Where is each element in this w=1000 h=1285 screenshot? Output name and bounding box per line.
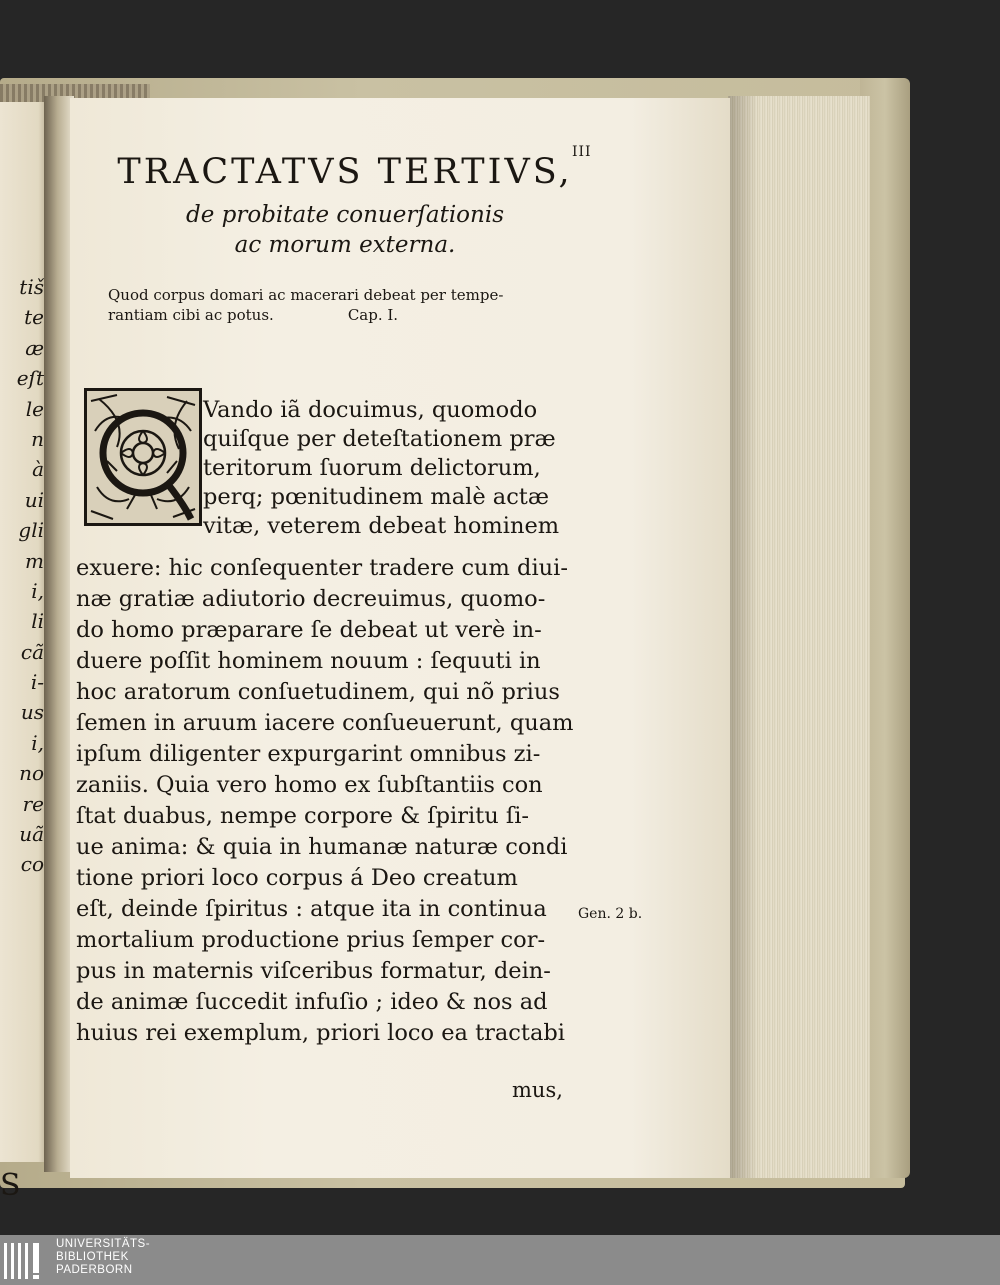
left-fragment: m	[25, 548, 44, 573]
left-fragment: cã	[20, 639, 44, 664]
heading-line: Quod corpus domari ac macerari debeat per tempe-	[108, 286, 504, 304]
subtitle-line: ac morum externa.	[234, 232, 456, 258]
left-fragment: li	[31, 609, 44, 634]
left-fragment: us	[20, 700, 44, 725]
left-fragment: æ	[25, 335, 44, 360]
library-name-line: BIBLIOTHEK	[56, 1251, 129, 1263]
left-fragment: i,	[31, 730, 44, 755]
page-title: TRACTATVS TERTIVS,	[117, 152, 573, 192]
left-fragment: eſt	[16, 366, 44, 391]
page-edges-shadow	[728, 96, 758, 1178]
text-line: ſtat duabus, nempe corpore & ſpiritu ſi-	[76, 803, 529, 829]
chapter-heading	[108, 285, 598, 325]
library-name-line: PADERBORN	[56, 1264, 133, 1276]
library-name-line: UNIVERSITÄTS-	[56, 1238, 151, 1250]
left-fragment: à	[32, 457, 44, 482]
subtitle-line: de probitate conuerſationis	[185, 202, 504, 228]
left-page-signature: S	[0, 1168, 21, 1203]
text-line: perq; pœnitudinem malè actæ	[203, 484, 549, 510]
left-fragment: i-	[30, 670, 44, 695]
left-fragment: uã	[19, 822, 44, 847]
decorated-initial-q	[84, 388, 202, 526]
left-fragment: no	[19, 761, 44, 786]
text-line: eſt, deinde ſpiritus : atque ita in continua	[76, 896, 547, 922]
left-fragment: tiš	[19, 275, 44, 299]
text-line: pus in maternis viſceribus formatur, dein-	[76, 958, 551, 984]
text-line: de animæ ſuccedit infuſio ; ideo & nos ad	[76, 989, 548, 1015]
text-line: vitæ, veterem debeat hominem	[203, 513, 560, 539]
left-page-fragments	[0, 272, 46, 880]
text-line: mortalium productione prius ſemper cor-	[76, 927, 546, 953]
text-line: quiſque per deteſtationem præ	[203, 426, 556, 452]
text-line: ſemen in aruum iacere conſueuerunt, quam	[76, 710, 574, 736]
chapter-number: Cap. I.	[347, 306, 399, 324]
left-fragment: n	[31, 426, 44, 451]
text-line: huius rei exemplum, priori loco ea tractabi	[76, 1020, 565, 1046]
folio-number: III	[572, 144, 592, 160]
margin-note: Gen. 2 b.	[578, 906, 643, 922]
left-fragment: te	[24, 305, 44, 330]
text-line: duere poſſit hominem nouum : ſequuti in	[76, 648, 541, 674]
library-logo-icon	[4, 1239, 44, 1281]
text-line: tione priori loco corpus á Deo creatum	[76, 865, 518, 891]
page-subtitle	[110, 200, 580, 260]
left-fragment: re	[22, 791, 44, 816]
text-line: ue anima: & quia in humanæ naturæ condi	[76, 834, 568, 860]
text-line: zaniis. Quia vero homo ex ſubſtantiis con	[76, 772, 543, 798]
text-line: Vando iã docuimus, quomodo	[203, 397, 538, 423]
text-line: hoc aratorum conſuetudinem, qui nõ prius	[76, 679, 560, 705]
left-fragment: co	[20, 852, 44, 877]
text-line: exuere: hic conſequenter tradere cum diui-	[76, 555, 568, 581]
heading-line: rantiam cibi ac potus.	[108, 306, 274, 324]
text-line: ipſum diligenter expurgarint omnibus zi-	[76, 741, 541, 767]
rose-ornament-icon	[87, 391, 199, 523]
left-fragment: i,	[31, 578, 44, 603]
text-line: teritorum ſuorum delictorum,	[203, 455, 541, 481]
left-fragment: ui	[24, 487, 44, 512]
text-line: do homo præparare ſe debeat ut verè in-	[76, 617, 542, 643]
library-footer	[0, 1235, 1000, 1285]
left-fragment: le	[25, 396, 44, 421]
text-line: næ gratiæ adiutorio decreuimus, quomo-	[76, 586, 546, 612]
catchword: mus,	[512, 1078, 563, 1102]
left-page	[0, 102, 48, 1203]
left-fragment: gli	[18, 518, 44, 543]
library-name	[56, 1238, 150, 1277]
